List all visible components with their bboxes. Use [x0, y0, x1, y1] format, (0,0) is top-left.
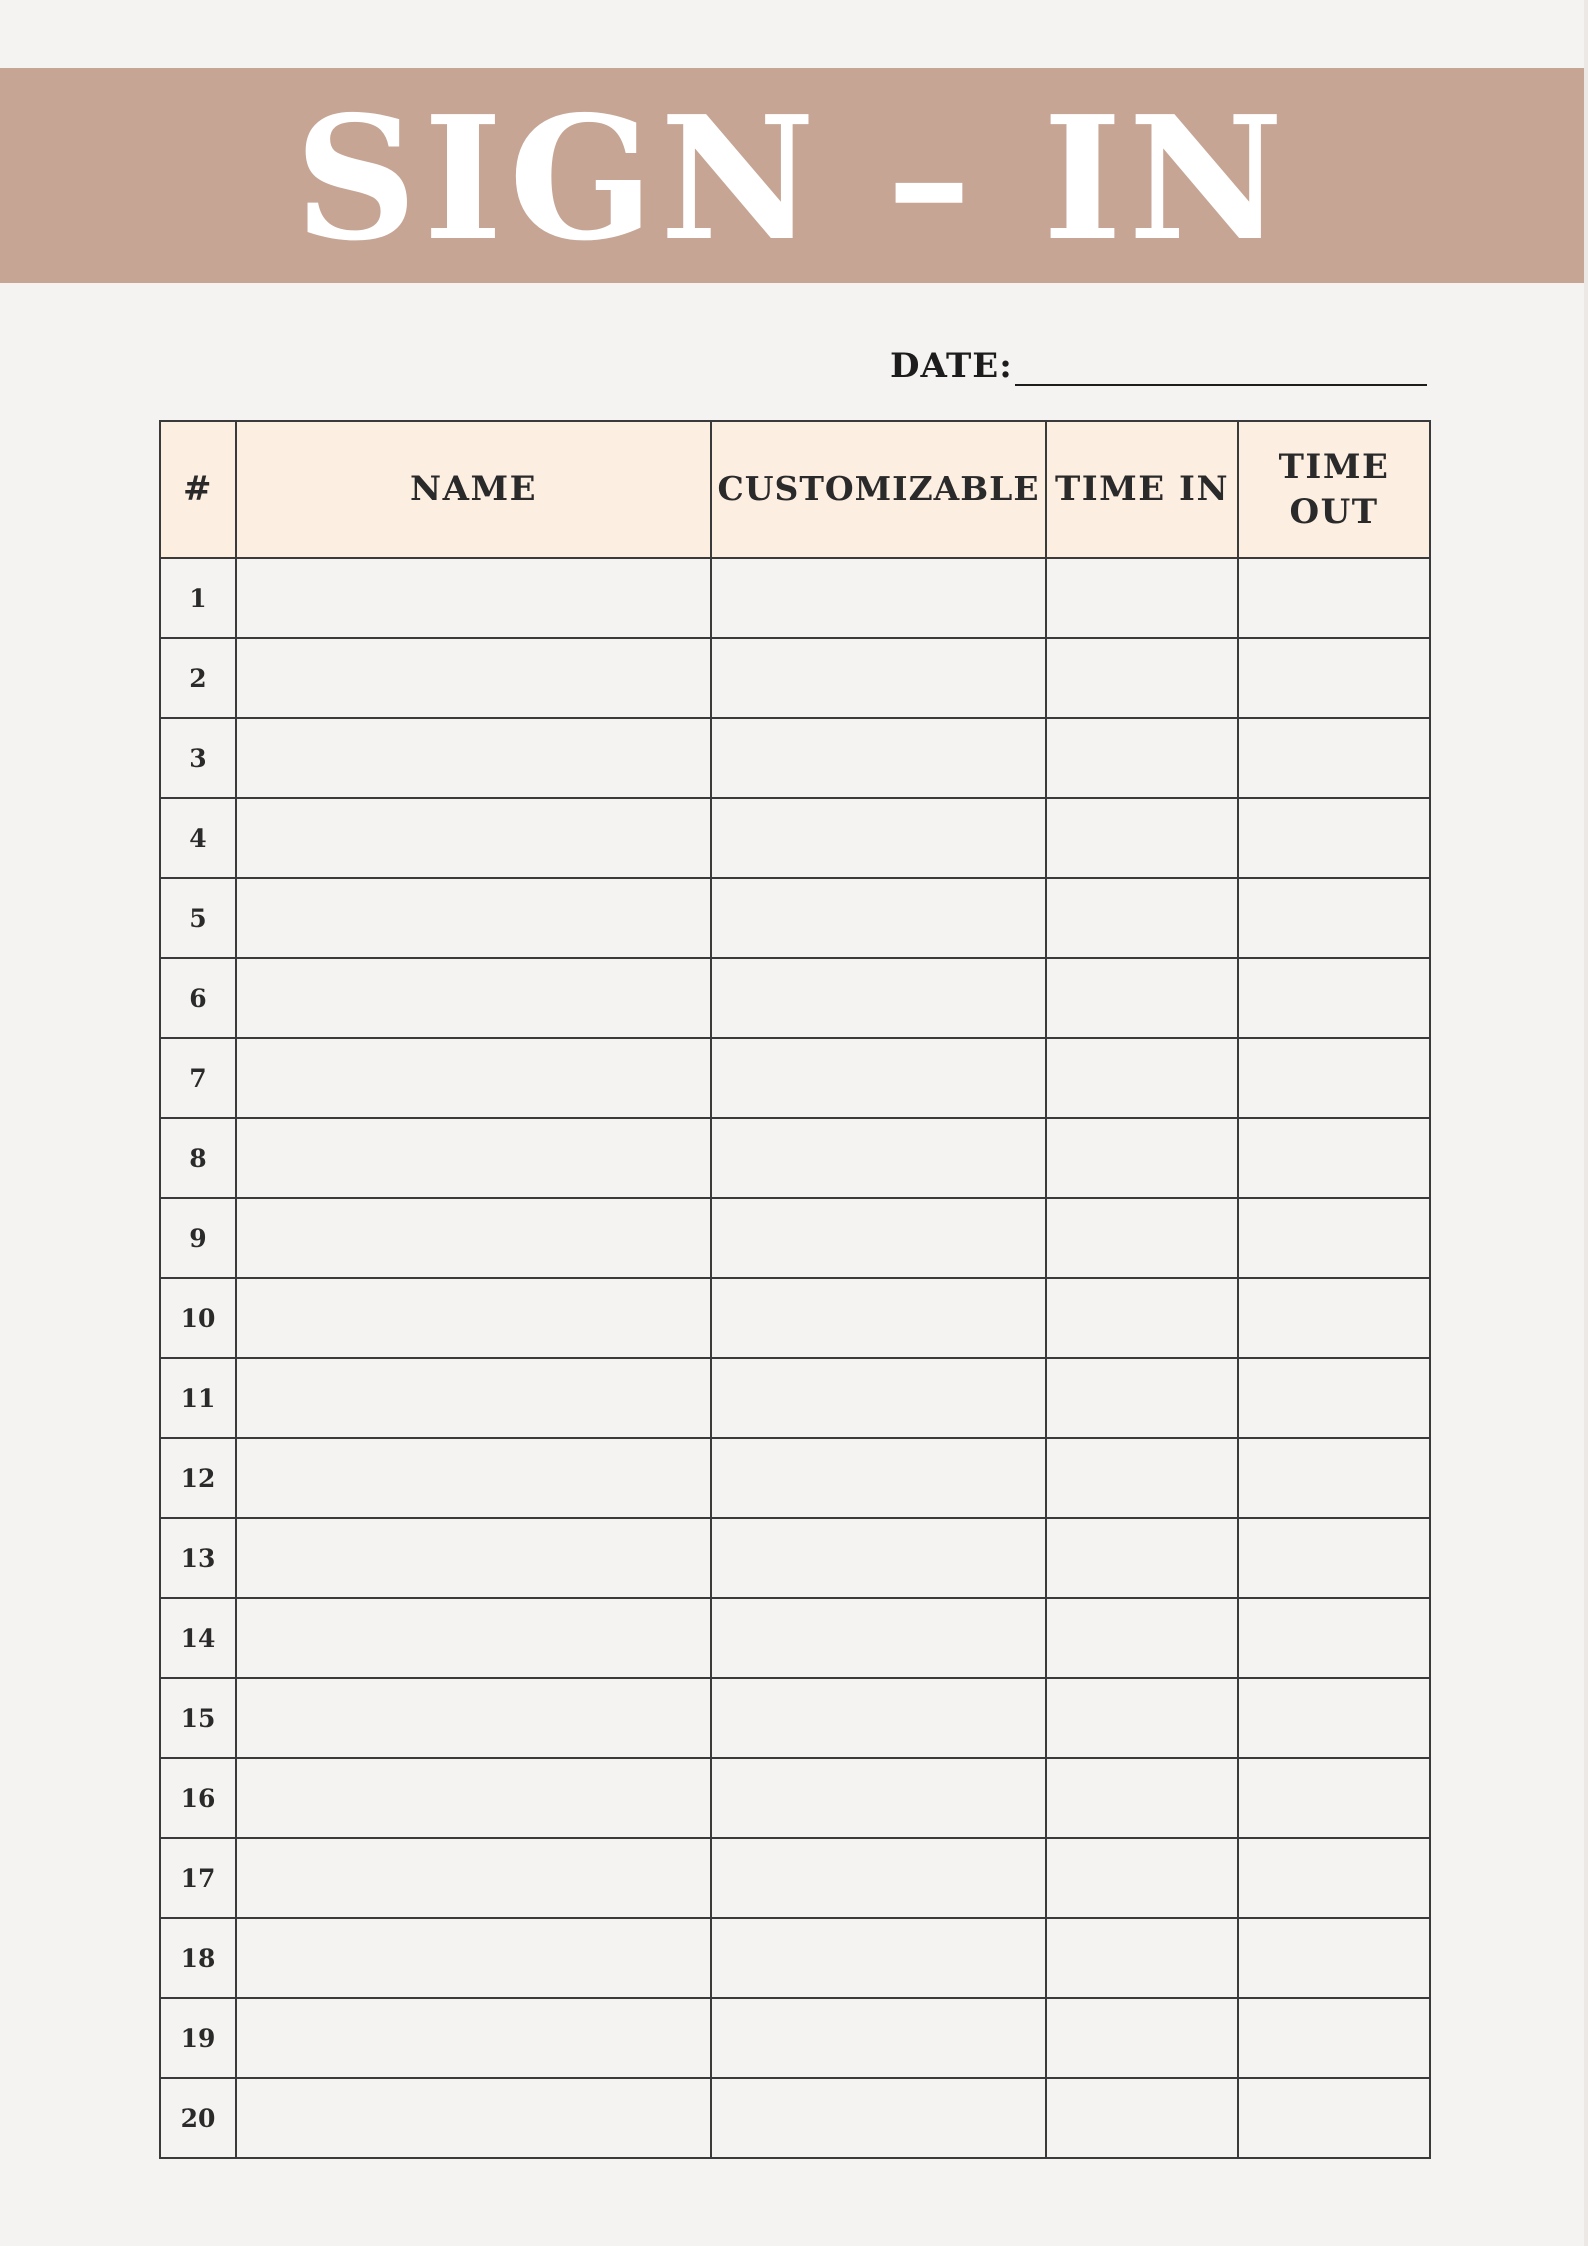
column-header-number: #	[160, 421, 236, 558]
table-row	[160, 1198, 1430, 1278]
time-out-cell[interactable]	[1238, 1918, 1430, 1998]
time-in-cell[interactable]	[1046, 638, 1238, 718]
time-out-cell[interactable]	[1238, 798, 1430, 878]
table-row	[160, 1038, 1430, 1118]
title-banner	[0, 68, 1584, 283]
time-in-cell[interactable]	[1046, 1518, 1238, 1598]
name-cell[interactable]	[236, 1998, 711, 2078]
table-header-row	[160, 421, 1430, 558]
customizable-cell[interactable]	[711, 958, 1046, 1038]
table-body	[160, 558, 1430, 2158]
row-number-cell: 7	[160, 1038, 236, 1118]
name-cell[interactable]	[236, 1358, 711, 1438]
row-number-cell: 13	[160, 1518, 236, 1598]
time-out-cell[interactable]	[1238, 558, 1430, 638]
time-out-cell[interactable]	[1238, 1038, 1430, 1118]
name-cell[interactable]	[236, 718, 711, 798]
customizable-cell[interactable]	[711, 1758, 1046, 1838]
customizable-cell[interactable]	[711, 638, 1046, 718]
name-cell[interactable]	[236, 1198, 711, 1278]
row-number-cell: 14	[160, 1598, 236, 1678]
table-row	[160, 1118, 1430, 1198]
name-cell[interactable]	[236, 2078, 711, 2158]
column-header-time-in: TIME IN	[1046, 421, 1238, 558]
time-in-cell[interactable]	[1046, 1198, 1238, 1278]
row-number-cell: 17	[160, 1838, 236, 1918]
customizable-cell[interactable]	[711, 1598, 1046, 1678]
table-row	[160, 1358, 1430, 1438]
time-in-cell[interactable]	[1046, 1838, 1238, 1918]
table-row	[160, 1518, 1430, 1598]
row-number-cell: 1	[160, 558, 236, 638]
customizable-cell[interactable]	[711, 1358, 1046, 1438]
name-cell[interactable]	[236, 1038, 711, 1118]
customizable-cell[interactable]	[711, 878, 1046, 958]
row-number-cell: 11	[160, 1358, 236, 1438]
table-row	[160, 878, 1430, 958]
time-out-cell[interactable]	[1238, 1678, 1430, 1758]
table-row	[160, 1678, 1430, 1758]
customizable-cell[interactable]	[711, 1198, 1046, 1278]
time-out-cell[interactable]	[1238, 1838, 1430, 1918]
customizable-cell[interactable]	[711, 1118, 1046, 1198]
name-cell[interactable]	[236, 1678, 711, 1758]
table-row	[160, 1438, 1430, 1518]
time-in-cell[interactable]	[1046, 878, 1238, 958]
row-number-cell: 2	[160, 638, 236, 718]
time-in-cell[interactable]	[1046, 558, 1238, 638]
table-row	[160, 798, 1430, 878]
row-number-cell: 16	[160, 1758, 236, 1838]
name-cell[interactable]	[236, 1278, 711, 1358]
name-cell[interactable]	[236, 638, 711, 718]
time-out-label: TIME OUT	[1278, 447, 1390, 532]
time-out-cell[interactable]	[1238, 2078, 1430, 2158]
table-row	[160, 1998, 1430, 2078]
time-in-cell[interactable]	[1046, 1758, 1238, 1838]
page-title: SIGN – IN	[294, 78, 1290, 279]
name-cell[interactable]	[236, 1438, 711, 1518]
column-header-name: NAME	[236, 421, 711, 558]
time-in-cell[interactable]	[1046, 1438, 1238, 1518]
table-row	[160, 1758, 1430, 1838]
customizable-cell[interactable]	[711, 1038, 1046, 1118]
time-in-cell[interactable]	[1046, 958, 1238, 1038]
time-out-cell[interactable]	[1238, 1198, 1430, 1278]
row-number-cell: 20	[160, 2078, 236, 2158]
table-row	[160, 958, 1430, 1038]
time-in-cell[interactable]	[1046, 1998, 1238, 2078]
column-header-time-out	[1238, 421, 1430, 558]
row-number-cell: 9	[160, 1198, 236, 1278]
row-number-cell: 3	[160, 718, 236, 798]
name-cell[interactable]	[236, 1918, 711, 1998]
name-cell[interactable]	[236, 558, 711, 638]
name-cell[interactable]	[236, 1838, 711, 1918]
time-out-cell[interactable]	[1238, 718, 1430, 798]
time-out-cell[interactable]	[1238, 1278, 1430, 1358]
table-row	[160, 1838, 1430, 1918]
time-in-cell[interactable]	[1046, 1678, 1238, 1758]
customizable-cell[interactable]	[711, 558, 1046, 638]
name-cell[interactable]	[236, 1598, 711, 1678]
customizable-cell[interactable]	[711, 1278, 1046, 1358]
name-cell[interactable]	[236, 958, 711, 1038]
time-out-cell[interactable]	[1238, 638, 1430, 718]
time-out-cell[interactable]	[1238, 878, 1430, 958]
row-number-cell: 18	[160, 1918, 236, 1998]
time-in-cell[interactable]	[1046, 1598, 1238, 1678]
row-number-cell: 12	[160, 1438, 236, 1518]
time-out-cell[interactable]	[1238, 1118, 1430, 1198]
time-out-cell[interactable]	[1238, 1358, 1430, 1438]
time-in-cell[interactable]	[1046, 1918, 1238, 1998]
time-out-cell[interactable]	[1238, 1998, 1430, 2078]
customizable-cell[interactable]	[711, 1518, 1046, 1598]
table-row	[160, 1918, 1430, 1998]
time-out-cell[interactable]	[1238, 1438, 1430, 1518]
sign-in-table	[159, 420, 1431, 2159]
row-number-cell: 8	[160, 1118, 236, 1198]
column-header-customizable: CUSTOMIZABLE	[711, 421, 1046, 558]
time-in-cell[interactable]	[1046, 1278, 1238, 1358]
name-cell[interactable]	[236, 1118, 711, 1198]
page-edge	[1584, 0, 1588, 2246]
row-number-cell: 15	[160, 1678, 236, 1758]
customizable-cell[interactable]	[711, 1918, 1046, 1998]
time-in-cell[interactable]	[1046, 2078, 1238, 2158]
time-out-cell[interactable]	[1238, 1598, 1430, 1678]
row-number-cell: 10	[160, 1278, 236, 1358]
row-number-cell: 6	[160, 958, 236, 1038]
time-in-cell[interactable]	[1046, 1358, 1238, 1438]
customizable-cell[interactable]	[711, 1998, 1046, 2078]
time-out-cell[interactable]	[1238, 1758, 1430, 1838]
table-row	[160, 718, 1430, 798]
date-field	[890, 346, 1427, 386]
date-label: DATE:	[890, 346, 1013, 386]
name-cell[interactable]	[236, 798, 711, 878]
time-in-cell[interactable]	[1046, 1118, 1238, 1198]
table-row	[160, 558, 1430, 638]
name-cell[interactable]	[236, 1518, 711, 1598]
time-in-cell[interactable]	[1046, 798, 1238, 878]
customizable-cell[interactable]	[711, 718, 1046, 798]
time-in-cell[interactable]	[1046, 1038, 1238, 1118]
table-row	[160, 638, 1430, 718]
name-cell[interactable]	[236, 1758, 711, 1838]
date-blank-line[interactable]	[1015, 350, 1427, 386]
time-in-cell[interactable]	[1046, 718, 1238, 798]
customizable-cell[interactable]	[711, 1438, 1046, 1518]
customizable-cell[interactable]	[711, 1838, 1046, 1918]
table-row	[160, 1278, 1430, 1358]
customizable-cell[interactable]	[711, 1678, 1046, 1758]
customizable-cell[interactable]	[711, 2078, 1046, 2158]
row-number-cell: 5	[160, 878, 236, 958]
name-cell[interactable]	[236, 878, 711, 958]
row-number-cell: 19	[160, 1998, 236, 2078]
table-row	[160, 1598, 1430, 1678]
time-out-cell[interactable]	[1238, 958, 1430, 1038]
table-row	[160, 2078, 1430, 2158]
customizable-cell[interactable]	[711, 798, 1046, 878]
time-out-cell[interactable]	[1238, 1518, 1430, 1598]
row-number-cell: 4	[160, 798, 236, 878]
